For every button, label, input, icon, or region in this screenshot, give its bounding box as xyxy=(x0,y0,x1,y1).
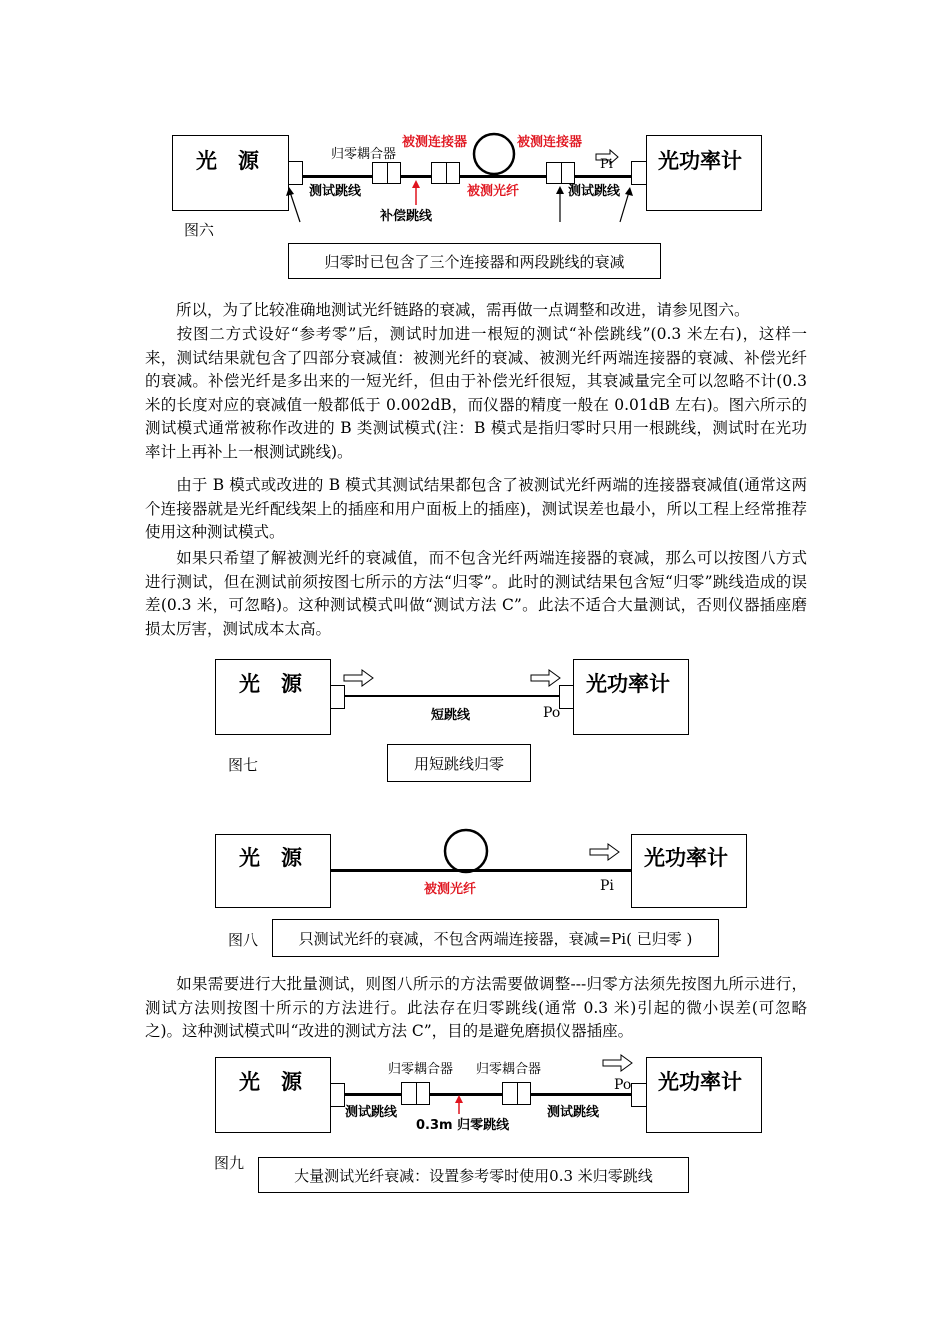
paragraph-1-text: 所以，为了比较准确地测试光纤链路的衰减，需再做一点调整和改进，请参见图六。 xyxy=(176,301,750,319)
po-arrow-icon xyxy=(603,1055,632,1071)
fig9-caption: 大量测试光纤衰减：设置参考零时使用0.3 米归零跳线 xyxy=(258,1157,689,1193)
jumper-right-label: 测试跳线 xyxy=(547,1105,600,1120)
zero-coupler-label: 归零耦合器 xyxy=(331,147,397,162)
power-meter-label: 光功率计 xyxy=(644,846,728,870)
po-label: Po xyxy=(543,705,561,721)
zero-jumper-label: 0.3m 归零跳线 xyxy=(416,1118,510,1133)
light-source-label: 光 源 xyxy=(239,1070,302,1094)
fig7-caption: 用短跳线归零 xyxy=(387,744,531,782)
jumper-left-label: 测试跳线 xyxy=(309,184,362,199)
jumper-right-label: 测试跳线 xyxy=(568,184,621,199)
paragraph-2-text: 按图二方式设好“参考零”后，测试时加进一根短的测试“补偿跳线”(0.3 米左右)，这样一来，测试结果就包含了四部分衰减值：被测光纤的衰减、被测光纤两端连接器的衰减、补偿光纤的衰减。补偿光纤是多出来的一短光纤，但由于补偿光纤很短，其衰减量完全可以忽略不计(0.3 米的长度对应的衰减值一般都低于 0.002dB，而仪器的精度一般在 0.01dB 左右)。图六所示的测试模式通常被称作改进的 B 类测试模式(注：B 模式是指归零时只用一根跳线，测试时在光功率计上再补上一根测试跳线)。 xyxy=(145,325,807,461)
zero-coupler-right-label: 归零耦合器 xyxy=(476,1062,542,1077)
power-meter-label: 光功率计 xyxy=(586,672,670,696)
light-source-label: 光 源 xyxy=(239,672,302,696)
fig9-label: 图九 xyxy=(214,1154,245,1172)
fig8-label: 图八 xyxy=(228,931,259,949)
short-jumper-label: 短跳线 xyxy=(431,708,471,723)
pi-label: Pi xyxy=(600,157,613,172)
tested-fiber-label: 被测光纤 xyxy=(424,882,477,897)
paragraph-4-text: 如果只希望了解被测光纤的衰减值，而不包含光纤两端连接器的衰减，那么可以按图八方式进行测试，但在测试前须按图七所示的方法“归零”。此时的测试结果包含短“归零”跳线造成的误差(0.3 米，可忽略)。这种测试模式叫做“测试方法 C”。此法不适合大量测试，否则仪器插座磨损太厉害，测试成本太高。 xyxy=(145,549,807,638)
fig6-label: 图六 xyxy=(184,221,215,239)
fig8-caption: 只测试光纤的衰减，不包含两端连接器，衰减=Pi( 已归零 ) xyxy=(272,919,719,957)
fig7-label: 图七 xyxy=(228,756,259,774)
light-source-label: 光 源 xyxy=(196,149,259,173)
paragraph-5-text: 如果需要进行大批量测试，则图八所示的方法需要做调整---归零方法须先按图九所示进行，测试方法则按图十所示的方法进行。此法存在归零跳线(通常 0.3 米)引起的微小误差(可忽略之)。这种测试模式叫“改进的测试方法 C”，目的是避免磨损仪器插座。 xyxy=(145,975,807,1040)
power-meter-label: 光功率计 xyxy=(658,1070,742,1094)
fig6-caption: 归零时已包含了三个连接器和两段跳线的衰减 xyxy=(288,243,661,279)
fiber-label: 被测光纤 xyxy=(467,184,520,199)
connector-left-label: 被测连接器 xyxy=(402,135,468,150)
zero-coupler-left-label: 归零耦合器 xyxy=(388,1062,454,1077)
paragraph-3-text: 由于 B 模式或改进的 B 模式其测试结果都包含了被测试光纤两端的连接器衰减值(通常这两个连接器就是光纤配线架上的插座和用户面板上的插座)，测试误差也最小，所以工程上经常推荐使用这种测试模式。 xyxy=(145,476,807,541)
jumper-left-label: 测试跳线 xyxy=(345,1105,398,1120)
comp-jumper-label: 补偿跳线 xyxy=(380,209,433,224)
po-label: Po xyxy=(614,1077,632,1093)
light-source-label: 光 源 xyxy=(239,846,302,870)
pi-label: Pi xyxy=(600,878,614,894)
connector-right-label: 被测连接器 xyxy=(517,135,583,150)
power-meter-label: 光功率计 xyxy=(658,149,742,173)
